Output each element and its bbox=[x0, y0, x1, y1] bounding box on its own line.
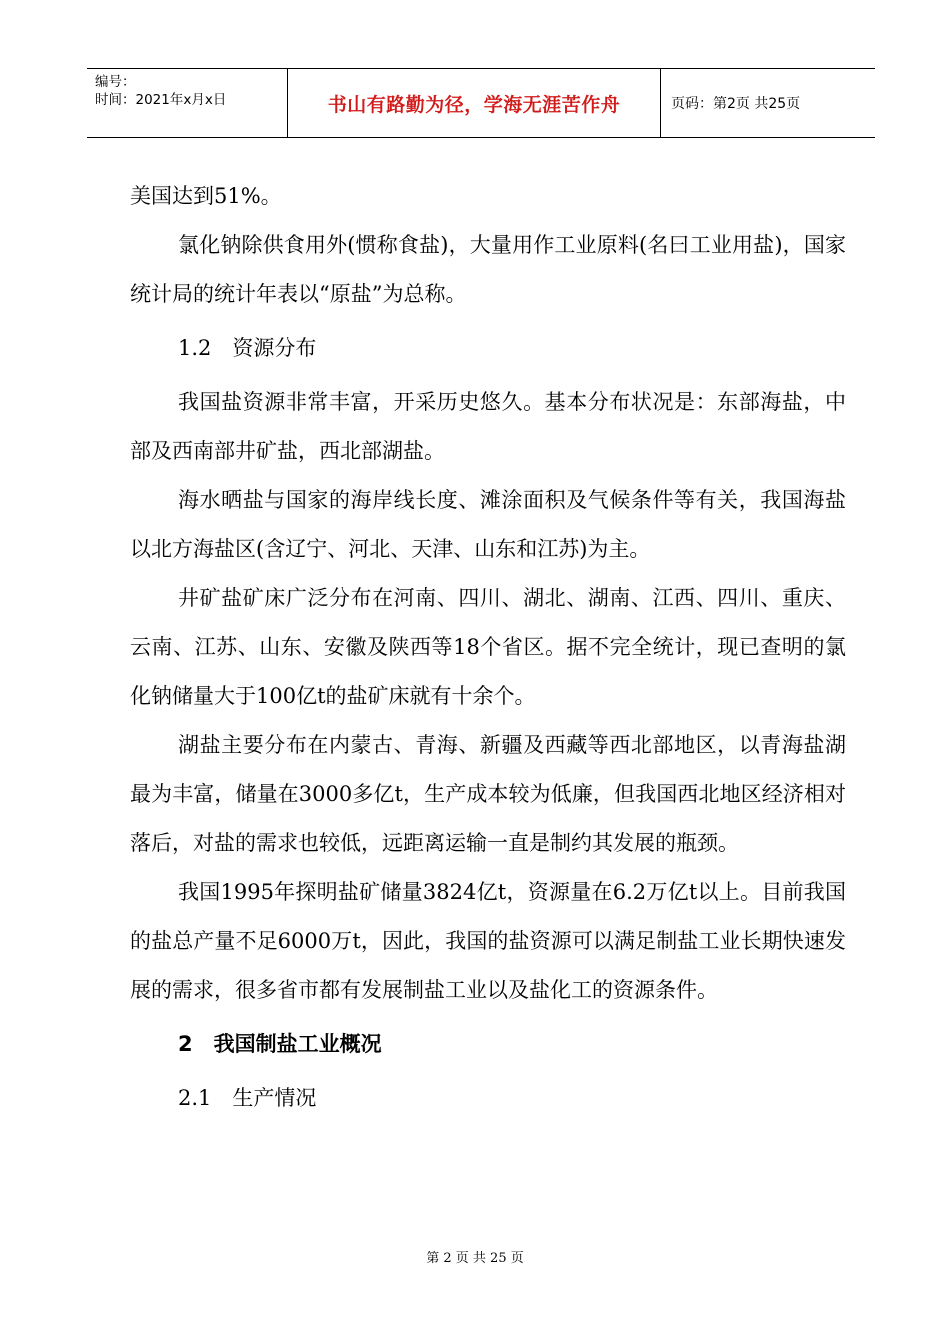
header-number-label: 编号： bbox=[95, 74, 136, 90]
section-heading: 1.2 资源分布 bbox=[178, 336, 317, 360]
header-motto-cell bbox=[288, 69, 661, 137]
paragraph: 湖盐主要分布在内蒙古、青海、新疆及西藏等西北部地区，以青海盐湖最为丰富，储量在3000多亿t，生产成本较为低廉，但我国西北地区经济相对落后，对盐的需求也较低，远距离运输一直是制约其发展的瓶颈。 bbox=[130, 733, 846, 855]
document-body bbox=[130, 172, 846, 1128]
page-header bbox=[87, 68, 875, 138]
page-footer: 第 2 页 共 25 页 bbox=[426, 1251, 524, 1266]
paragraph: 井矿盐矿床广泛分布在河南、四川、湖北、湖南、江西、四川、重庆、云南、江苏、山东、安徽及陕西等18个省区。据不完全统计，现已查明的氯化钠储量大于100亿t的盐矿床就有十余个。 bbox=[130, 586, 846, 708]
paragraph: 氯化钠除供食用外(惯称食盐)，大量用作工业原料(名曰工业用盐)，国家统计局的统计年表以“原盐”为总称。 bbox=[130, 233, 846, 306]
paragraph: 海水晒盐与国家的海岸线长度、滩涂面积及气候条件等有关，我国海盐以北方海盐区(含辽宁、河北、天津、山东和江苏)为主。 bbox=[130, 488, 846, 561]
paragraph: 我国1995年探明盐矿储量3824亿t，资源量在6.2万亿t以上。目前我国的盐总产量不足6000万t，因此，我国的盐资源可以满足制盐工业长期快速发展的需求，很多省市都有发展制盐工业以及盐化工的资源条件。 bbox=[130, 880, 846, 1002]
paragraph: 我国盐资源非常丰富，开采历史悠久。基本分布状况是：东部海盐，中部及西南部井矿盐，西北部湖盐。 bbox=[130, 390, 846, 463]
section-heading: 2.1 生产情况 bbox=[178, 1086, 317, 1110]
chapter-heading: 2 我国制盐工业概况 bbox=[178, 1032, 382, 1056]
paragraph: 美国达到51%。 bbox=[130, 184, 282, 208]
header-motto: 书山有路勤为径，学海无涯苦作舟 bbox=[327, 93, 621, 116]
header-page-info: 页码：第2页 共25页 bbox=[671, 96, 801, 112]
header-page-info-cell bbox=[661, 69, 875, 137]
header-meta bbox=[87, 69, 288, 137]
header-time-label: 时间：2021年x月x日 bbox=[95, 92, 227, 108]
